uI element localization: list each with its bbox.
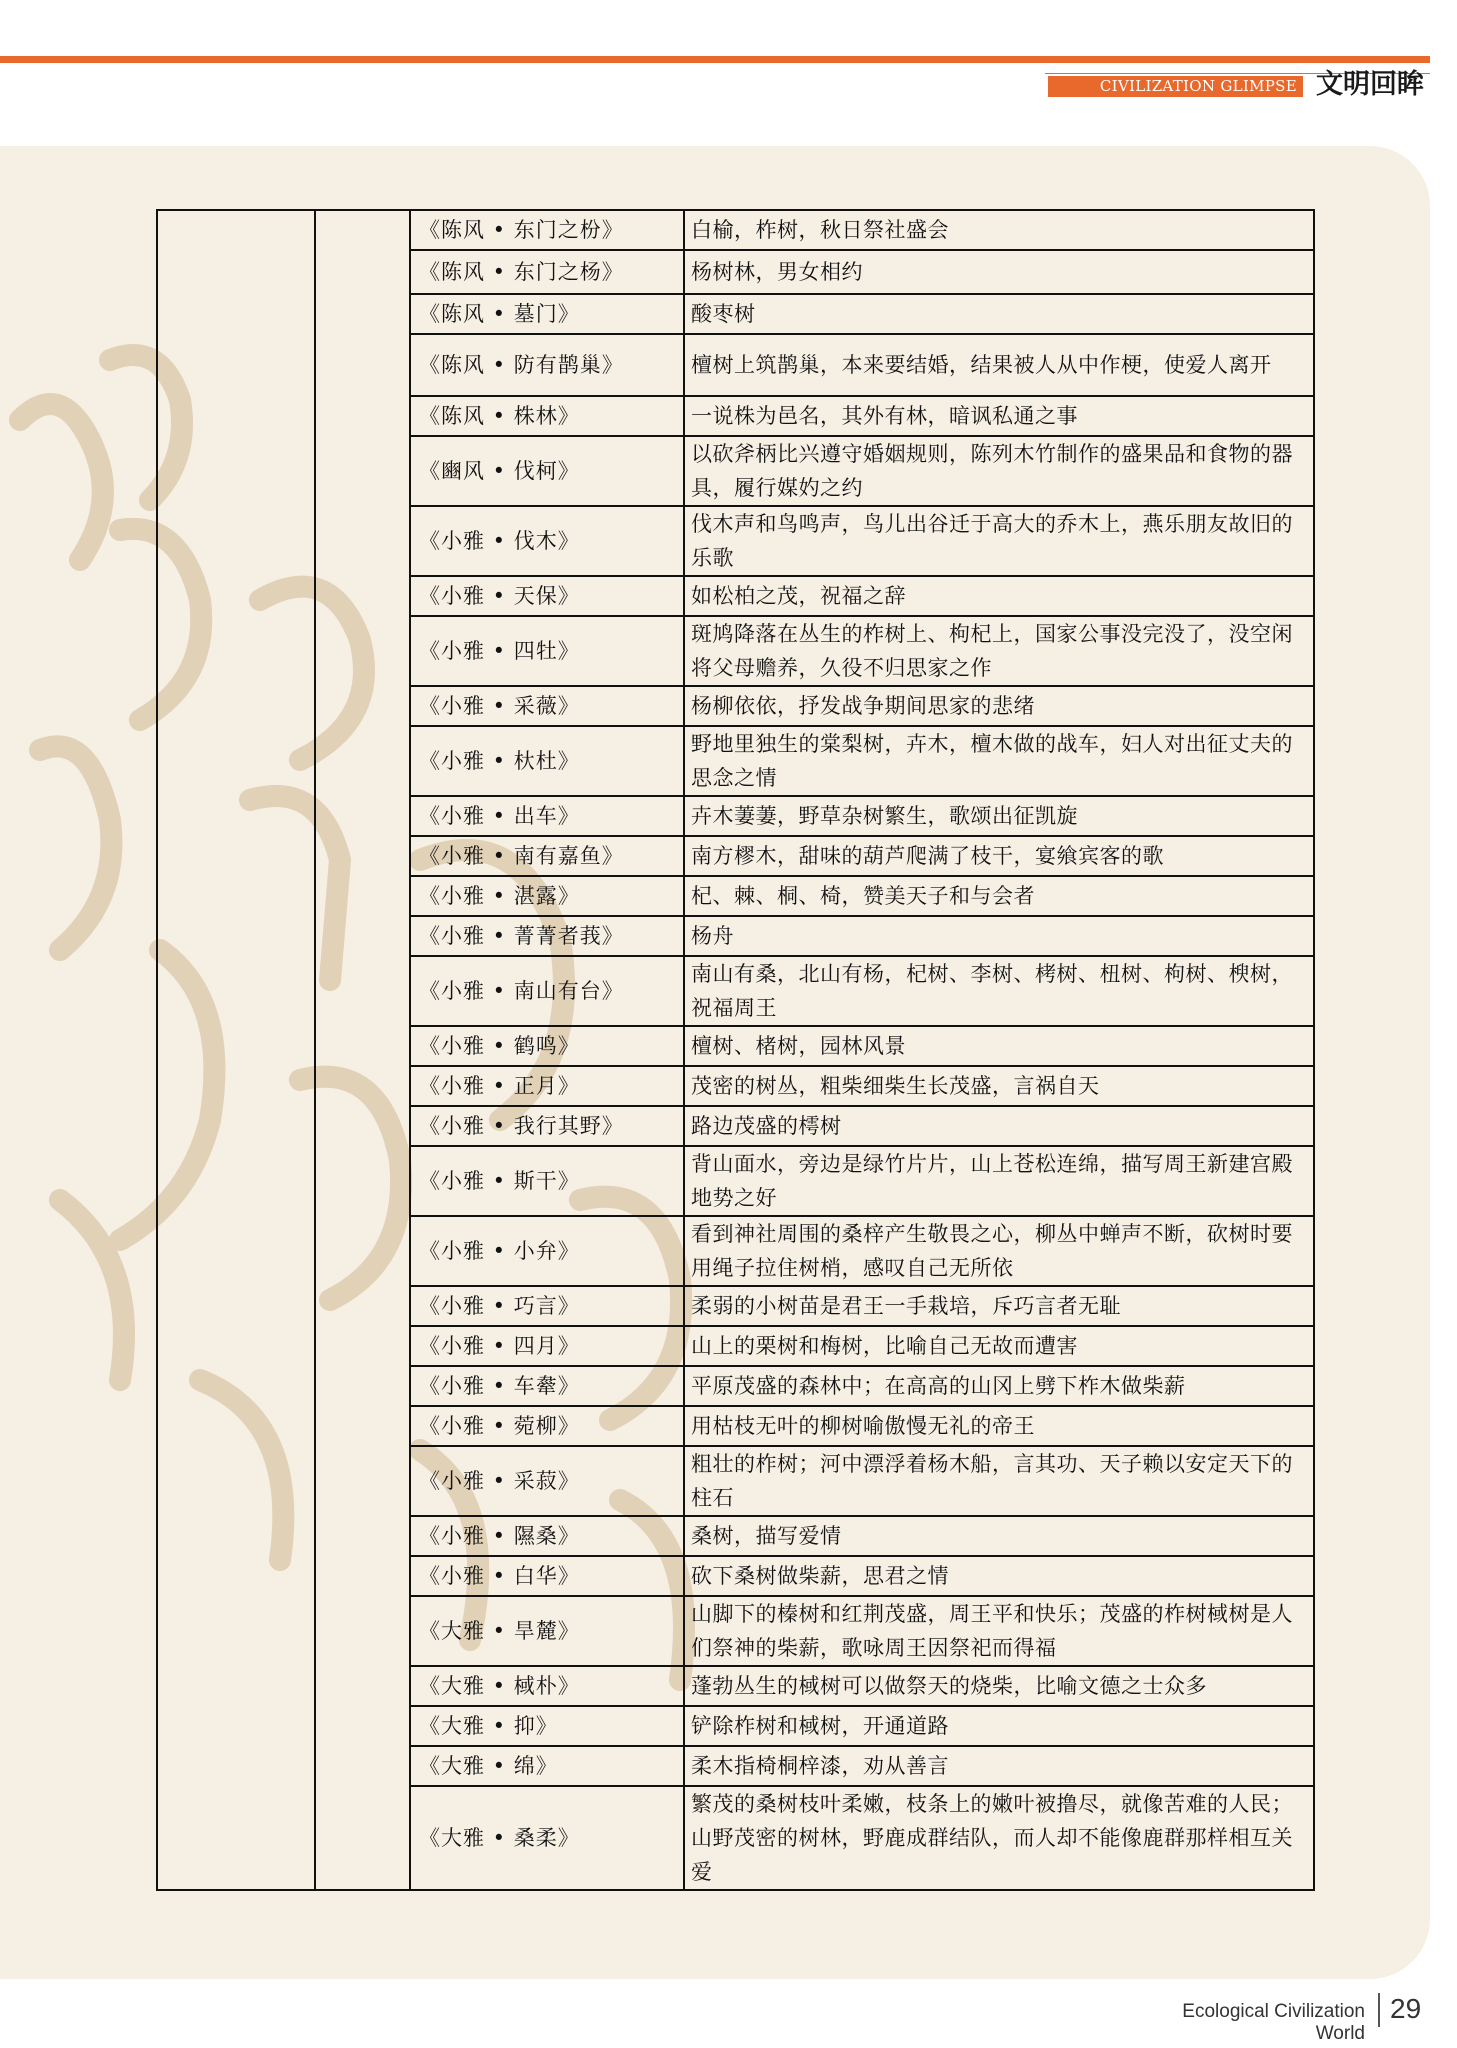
tree-description-cell: 山脚下的榛树和红荆茂盛，周王平和快乐；茂盛的柞树棫树是人们祭神的柴薪，歌咏周王因祭祀而得福 [684,1596,1314,1666]
poem-title-cell: 《小雅 • 湛露》 [410,876,684,916]
poem-title-cell: 《小雅 • 伐木》 [410,506,684,576]
poem-title-cell: 《豳风 • 伐柯》 [410,436,684,506]
poem-title-cell: 《小雅 • 四牡》 [410,616,684,686]
footer-divider [1378,1993,1380,2027]
header-rule [0,56,1430,63]
tree-description-cell: 蓬勃丛生的棫树可以做祭天的烧柴，比喻文德之士众多 [684,1666,1314,1706]
poem-title-cell: 《陈风 • 东门之杨》 [410,250,684,294]
tree-description-cell: 酸枣树 [684,294,1314,334]
table-row [157,210,1314,250]
poem-title-cell: 《小雅 • 鹤鸣》 [410,1026,684,1066]
tree-description-cell: 白榆，柞树，秋日祭社盛会 [684,210,1314,250]
poem-title-cell: 《小雅 • 采薇》 [410,686,684,726]
poem-title-cell: 《陈风 • 东门之枌》 [410,210,684,250]
tree-description-cell: 伐木声和鸟鸣声，鸟儿出谷迁于高大的乔木上，燕乐朋友故旧的乐歌 [684,506,1314,576]
tree-description-cell: 繁茂的桑树枝叶柔嫩，枝条上的嫩叶被撸尽，就像苦难的人民；山野茂密的树林，野鹿成群结队，而人却不能像鹿群那样相互关爱 [684,1786,1314,1890]
tree-description-cell: 粗壮的柞树；河中漂浮着杨木船，言其功、天子赖以安定天下的柱石 [684,1446,1314,1516]
tree-description-cell: 平原茂盛的森林中；在高高的山冈上劈下柞木做柴薪 [684,1366,1314,1406]
tree-description-cell: 如松柏之茂，祝福之辞 [684,576,1314,616]
tree-description-cell: 南方樛木，甜味的葫芦爬满了枝干，宴飨宾客的歌 [684,836,1314,876]
tree-description-cell: 一说株为邑名，其外有林，暗讽私通之事 [684,396,1314,436]
poem-title-cell: 《大雅 • 绵》 [410,1746,684,1786]
poem-title-cell: 《小雅 • 杕杜》 [410,726,684,796]
tree-description-cell: 以砍斧柄比兴遵守婚姻规则，陈列木竹制作的盛果品和食物的器具，履行媒妁之约 [684,436,1314,506]
poem-title-cell: 《小雅 • 隰桑》 [410,1516,684,1556]
poem-title-cell: 《小雅 • 菀柳》 [410,1406,684,1446]
poem-title-cell: 《小雅 • 南山有台》 [410,956,684,1026]
footer-magazine-name: Ecological Civilization World [1182,2001,1365,2044]
tree-description-cell: 檀树上筑鹊巢，本来要结婚，结果被人从中作梗，使爱人离开 [684,334,1314,396]
tree-description-cell: 桑树，描写爱情 [684,1516,1314,1556]
poem-title-cell: 《小雅 • 采菽》 [410,1446,684,1516]
tree-description-cell: 背山面水，旁边是绿竹片片，山上苍松连绵，描写周王新建宫殿地势之好 [684,1146,1314,1216]
tree-description-cell: 茂密的树丛，粗柴细柴生长茂盛，言祸自天 [684,1066,1314,1106]
poem-title-cell: 《小雅 • 车舝》 [410,1366,684,1406]
tree-description-cell: 杨柳依依，抒发战争期间思家的悲绪 [684,686,1314,726]
poem-title-cell: 《陈风 • 株林》 [410,396,684,436]
poem-title-cell: 《小雅 • 斯干》 [410,1146,684,1216]
tree-description-cell: 斑鸠降落在丛生的柞树上、枸杞上，国家公事没完没了，没空闲将父母赡养，久役不归思家之作 [684,616,1314,686]
section-label-cn: 文明回眸 [1316,69,1424,100]
poem-title-cell: 《小雅 • 菁菁者莪》 [410,916,684,956]
tree-description-cell: 杨舟 [684,916,1314,956]
tree-description-cell: 看到神社周围的桑梓产生敬畏之心，柳丛中蝉声不断，砍树时要用绳子拉住树梢，感叹自己无所依 [684,1216,1314,1286]
poem-title-cell: 《大雅 • 旱麓》 [410,1596,684,1666]
tree-description-cell: 柔木指椅桐梓漆，劝从善言 [684,1746,1314,1786]
poem-title-cell: 《小雅 • 白华》 [410,1556,684,1596]
poem-title-cell: 《陈风 • 墓门》 [410,294,684,334]
section-label-en: CIVILIZATION GLIMPSE [1048,76,1303,97]
tree-description-cell: 南山有桑，北山有杨，杞树、李树、栲树、杻树、枸树、楰树，祝福周王 [684,956,1314,1026]
poem-title-cell: 《小雅 • 我行其野》 [410,1106,684,1146]
poem-tree-table [156,209,1315,1891]
tree-description-cell: 檀树、楮树，园林风景 [684,1026,1314,1066]
poem-title-cell: 《小雅 • 小弁》 [410,1216,684,1286]
tree-description-cell: 山上的栗树和梅树，比喻自己无故而遭害 [684,1326,1314,1366]
tree-description-cell: 铲除柞树和棫树，开通道路 [684,1706,1314,1746]
tree-description-cell: 砍下桑树做柴薪，思君之情 [684,1556,1314,1596]
tree-description-cell: 用枯枝无叶的柳树喻傲慢无礼的帝王 [684,1406,1314,1446]
poem-title-cell: 《小雅 • 出车》 [410,796,684,836]
poem-title-cell: 《小雅 • 天保》 [410,576,684,616]
subcategory-cell [315,210,410,1890]
tree-description-cell: 野地里独生的棠梨树，卉木，檀木做的战车，妇人对出征丈夫的思念之情 [684,726,1314,796]
tree-description-cell: 卉木萋萋，野草杂树繁生，歌颂出征凯旋 [684,796,1314,836]
page-number: 29 [1390,1993,1422,2024]
tree-description-cell: 杞、棘、桐、椅，赞美天子和与会者 [684,876,1314,916]
tree-description-cell: 柔弱的小树苗是君王一手栽培，斥巧言者无耻 [684,1286,1314,1326]
poem-title-cell: 《陈风 • 防有鹊巢》 [410,334,684,396]
poem-title-cell: 《大雅 • 桑柔》 [410,1786,684,1890]
tree-description-cell: 路边茂盛的樗树 [684,1106,1314,1146]
poem-title-cell: 《大雅 • 抑》 [410,1706,684,1746]
poem-title-cell: 《小雅 • 四月》 [410,1326,684,1366]
poem-title-cell: 《小雅 • 正月》 [410,1066,684,1106]
poem-title-cell: 《大雅 • 棫朴》 [410,1666,684,1706]
poem-title-cell: 《小雅 • 南有嘉鱼》 [410,836,684,876]
poem-title-cell: 《小雅 • 巧言》 [410,1286,684,1326]
category-cell [157,210,315,1890]
tree-description-cell: 杨树林，男女相约 [684,250,1314,294]
